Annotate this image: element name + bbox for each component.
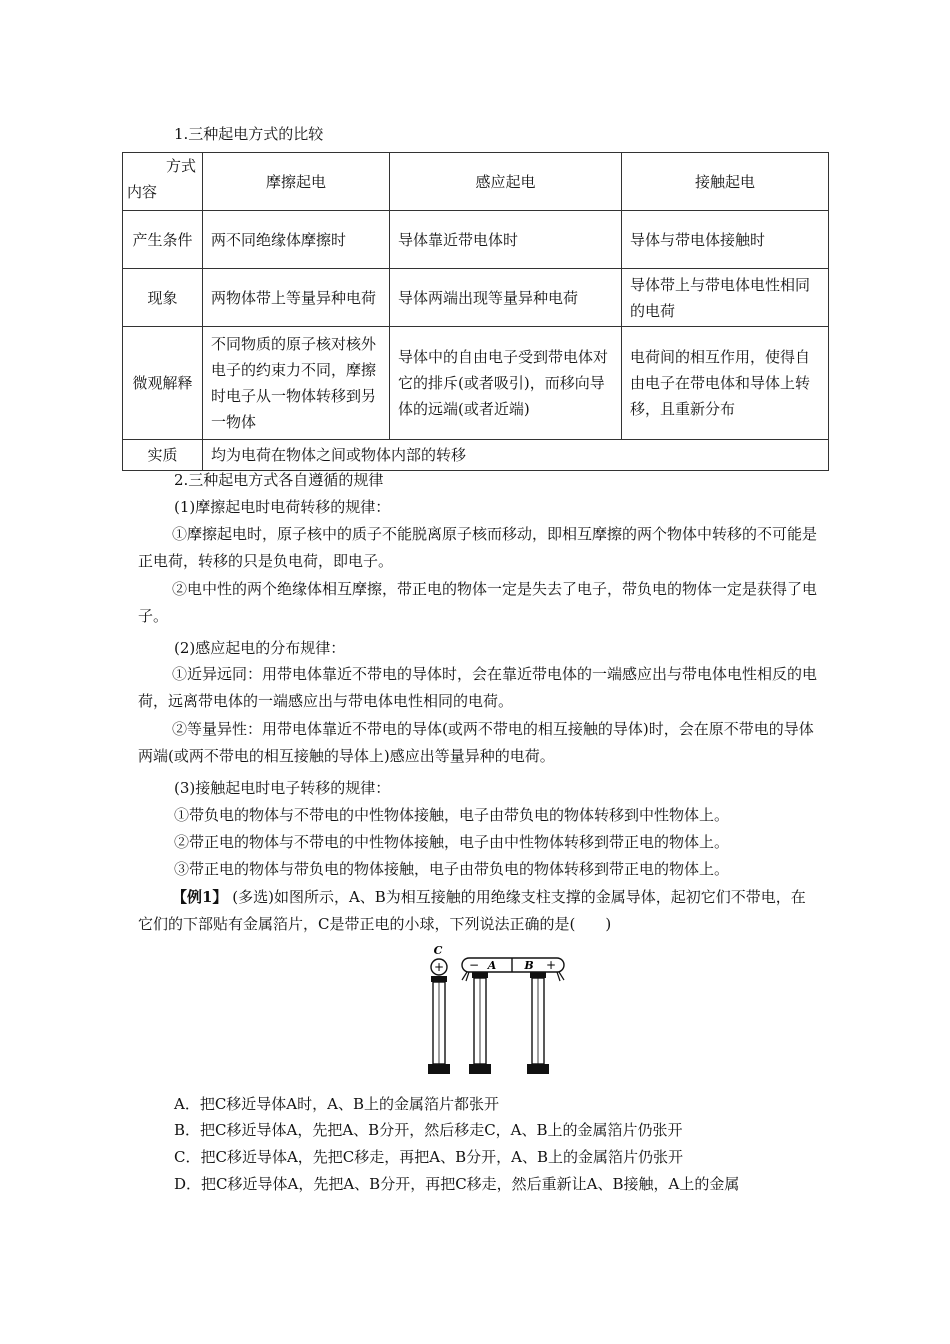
table-header: 接触起电 xyxy=(622,153,829,211)
table-cell: 两不同绝缘体摩擦时 xyxy=(203,211,390,269)
stand-a-base xyxy=(469,1064,491,1074)
stand-c-base xyxy=(428,1064,450,1074)
rule-1-paragraph-1: ①摩擦起电时，原子核中的质子不能脱离原子核而移动，即相互摩擦的两个物体中转移的不可能是正电荷，转移的只是负电荷，即电子。 xyxy=(138,525,818,570)
table-cell-merged: 均为电荷在物体之间或物体内部的转移 xyxy=(203,440,829,471)
table-row xyxy=(123,327,829,440)
option-b: B．把C移近导体A，先把A、B分开，然后移走C，A、B上的金属箔片仍张开 xyxy=(174,1121,683,1139)
foil-b xyxy=(557,972,564,981)
stand-c-top xyxy=(431,976,447,982)
rule-2-paragraph-2: ②等量异性：用带电体靠近不带电的导体(或两不带电的相互接触的导体)时，会在原不带电的导体两端(或两不带电的相互接触的导体上)感应出等量异种的电荷。 xyxy=(138,720,814,765)
table-cell: 不同物质的原子核对核外电子的约束力不同，摩擦时电子从一物体转移到另一物体 xyxy=(203,327,390,440)
rule-3-paragraph-2: ②带正电的物体与不带电的中性物体接触，电子由中性物体转移到带正电的物体上。 xyxy=(174,833,730,851)
example-1 xyxy=(138,884,818,938)
label-a: A xyxy=(487,959,497,972)
stand-b-top xyxy=(530,972,546,978)
ball-plus-sign: + xyxy=(433,960,445,974)
rule-3-paragraph-3: ③带正电的物体与带负电的物体接触，电子由带负电的物体转移到带正电的物体上。 xyxy=(174,860,730,878)
label-c: C xyxy=(433,944,443,957)
comparison-table xyxy=(122,152,829,471)
table-cell: 导体与带电体接触时 xyxy=(622,211,829,269)
section-2-title: 2.三种起电方式各自遵循的规律 xyxy=(174,471,384,489)
experiment-figure xyxy=(418,942,588,1080)
option-d: D．把C移近导体A，先把A、B分开，再把C移走，然后重新让A、B接触，A上的金属 xyxy=(174,1175,740,1193)
table-cell: 两物体带上等量异种电荷 xyxy=(203,269,390,327)
plus-sign: + xyxy=(545,958,557,972)
table-row xyxy=(123,211,829,269)
row-label: 产生条件 xyxy=(123,211,203,269)
table-header: 摩擦起电 xyxy=(203,153,390,211)
row-label: 实质 xyxy=(123,440,203,471)
foil-a xyxy=(462,972,469,981)
rule-2-paragraph-1: ①近异远同：用带电体靠近不带电的导体时，会在靠近带电体的一端感应出与带电体电性相反的电荷，远离带电体的一端感应出与带电体电性相同的电荷。 xyxy=(138,665,818,710)
table-header: 感应起电 xyxy=(390,153,622,211)
table-cell: 导体带上与带电体电性相同的电荷 xyxy=(622,269,829,327)
table-cell: 导体两端出现等量异种电荷 xyxy=(390,269,622,327)
row-label: 现象 xyxy=(123,269,203,327)
rule-3-paragraph-1: ①带负电的物体与不带电的中性物体接触，电子由带负电的物体转移到中性物体上。 xyxy=(174,806,730,824)
minus-sign: − xyxy=(468,958,480,972)
stand-a-top xyxy=(472,972,488,978)
rule-3-title: (3)接触起电时电子转移的规律： xyxy=(174,779,391,797)
table-cell: 导体靠近带电体时 xyxy=(390,211,622,269)
example-tag: 【例1】 xyxy=(172,888,228,906)
option-c: C．把C移近导体A，先把C移走，再把A、B分开，A、B上的金属箔片仍张开 xyxy=(174,1148,683,1166)
rule-1-title: (1)摩擦起电时电荷转移的规律： xyxy=(174,498,391,516)
table-cell: 导体中的自由电子受到带电体对它的排斥(或者吸引)，而移向导体的远端(或者近端) xyxy=(390,327,622,440)
rule-1-paragraph-2: ②电中性的两个绝缘体相互摩擦，带正电的物体一定是失去了电子，带负电的物体一定是获得了电子。 xyxy=(138,580,818,625)
corner-bottom-label: 内容 xyxy=(127,183,158,201)
table-cell: 电荷间的相互作用，使得自由电子在带电体和导体上转移，且重新分布 xyxy=(622,327,829,440)
corner-top-label: 方式 xyxy=(165,157,196,175)
example-text: 如图所示，A、B为相互接触的用绝缘支柱支撑的金属导体，起初它们不带电，在它们的下部贴有金属箔片，C是带正电的小球，下列说法正确的是( ) xyxy=(138,888,806,933)
table-row xyxy=(123,269,829,327)
label-b: B xyxy=(524,959,534,972)
table-row xyxy=(123,440,829,471)
row-label: 微观解释 xyxy=(123,327,203,440)
rule-2-title: (2)感应起电的分布规律： xyxy=(174,639,346,657)
example-multi: (多选) xyxy=(232,888,274,906)
stand-b-base xyxy=(527,1064,549,1074)
section-1-title: 1.三种起电方式的比较 xyxy=(174,125,324,143)
table-corner-cell xyxy=(123,153,203,211)
option-a: A．把C移近导体A时，A、B上的金属箔片都张开 xyxy=(174,1095,499,1113)
